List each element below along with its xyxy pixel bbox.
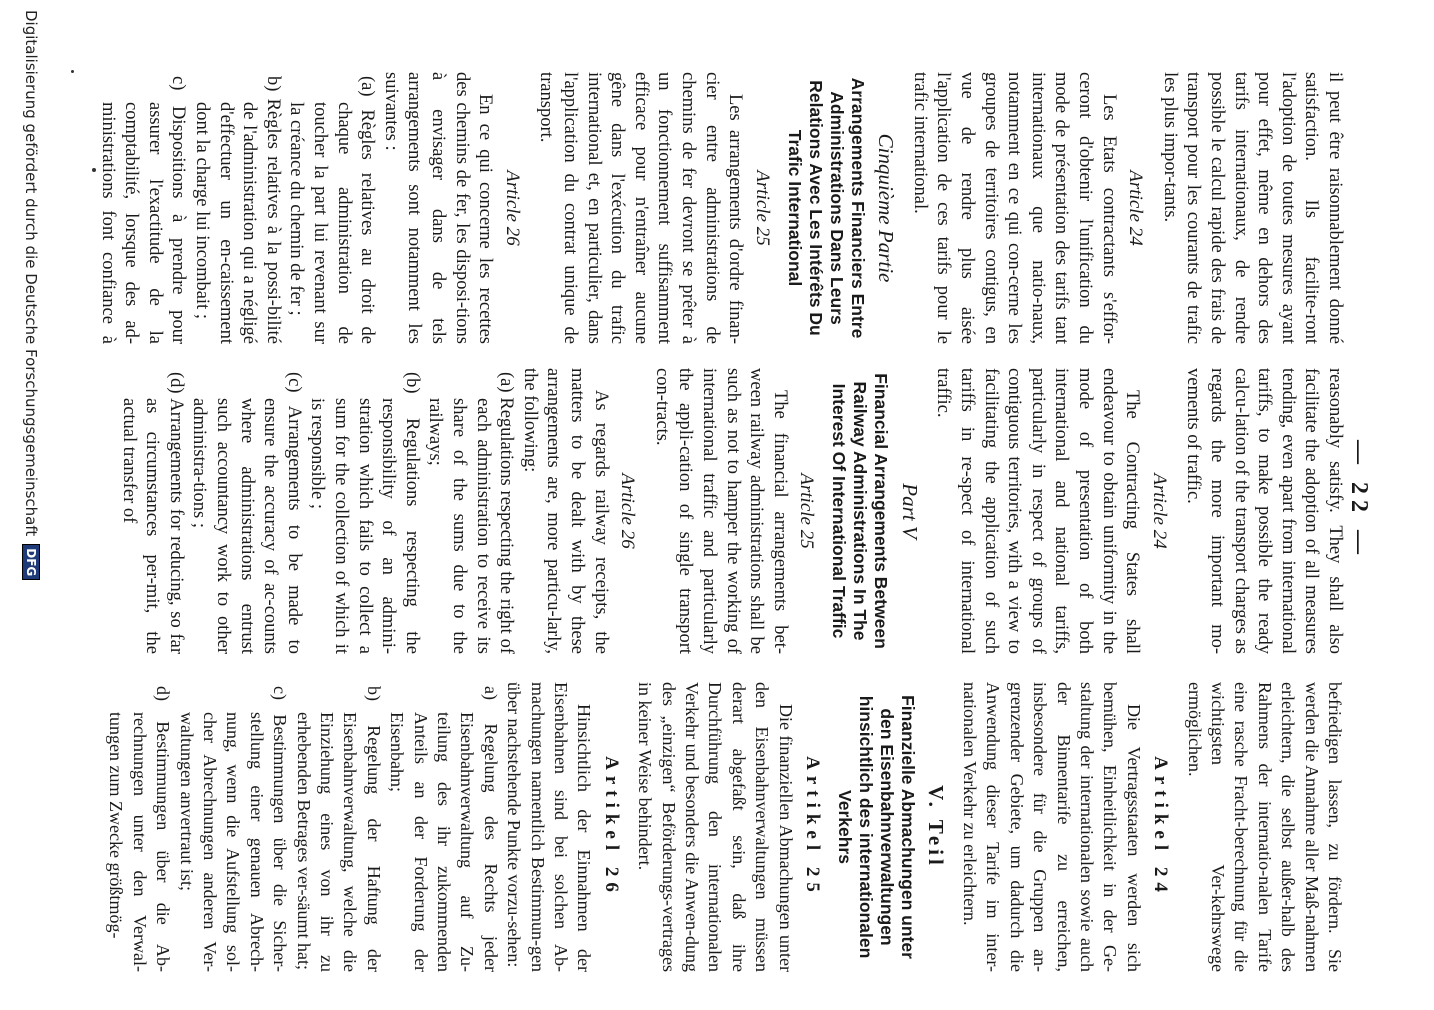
scan-speck <box>71 70 74 73</box>
english-item-b: (b) Regulations respecting the responsibility of an admini-stration which fails to collect a sum for the collection of which it is responsible ; <box>307 372 422 654</box>
english-part-title: Part V <box>897 483 922 539</box>
german-item-c: c) Bestimmungen über die Sicher-stellung einer genauen Abrech-nung, wenn die Aufstellung sol-cher Abrechnungen anderen Ver-waltungen anvertraut ist; <box>176 686 291 972</box>
english-article-26-title: Article 26 <box>617 473 639 549</box>
french-item-c: c) Dispositions à prendre pour assurer l'exactitude de la comptabilité, lorsque des ad-ministrations font confiance à <box>97 76 189 344</box>
english-item-c: (c) Arrangements to be made to ensure the accuracy of ac-counts where administrations entrust such accountancy work to other administra-tions ; <box>189 372 304 654</box>
english-item-a: (a) Regulations respecting the right of each administration to receive its share of the sums due to the railways; <box>425 372 517 654</box>
french-article-25-title: Article 25 <box>751 170 773 246</box>
french-article-26-title: Article 26 <box>501 170 523 246</box>
scan-speck <box>92 168 96 172</box>
german-column <box>96 682 1346 972</box>
english-column <box>96 368 1346 654</box>
french-article-24-text: Les Etats contractants s'effor-ceront d'obtenir l'unification du mode de présentation des tarifs tant internationaux que natio-naux, notamment en ce qui con-cerne les groupes de territoires contigus, en vue de rendre plus aisée l'application de ces tarifs pour le trafic international. <box>909 72 1119 344</box>
german-article-24-title: Artikel 24 <box>1150 756 1172 898</box>
french-item-a: (a) Règles relatives au droit de chaque administration de toucher la part lui revenant sur la créance du chemin de fer ; <box>286 76 378 344</box>
french-item-b: b) Règles relatives à la possi-bilité de l'administration qui a négligé d'effectuer un en-caissement dont la charge lui incombait ; <box>192 76 283 344</box>
french-article-24-title: Article 24 <box>1125 170 1147 246</box>
german-article-24-text: Die Vertragsstaaten werden sich bemühen, Einheitlichkeit in der Ge-staltung der internationalen sowie auch der Binnentarife zu erreichen, insbesondere für die Gruppen an-grenzender Gebiete, um dadurch die Anwendung dieser Tarife im inter-nationalen Verkehr zu erleichtern. <box>959 682 1144 972</box>
english-intro: reasonably satisfy. They shall also facilitate the adoption of all measures tending, even apart from international tariffs, to make possible the ready calcu-lation of the transport charges as regards the more important mo-vements of traffic. <box>1183 368 1345 654</box>
page-number: — 22 — <box>1346 440 1372 560</box>
english-article-24-text: The Contracting States shall endeavour to obtain uniformity in the mode of presentation of both international and national tariffs, particularly in respect of groups of contiguous territories, with a view to facilitating the application of such tariffs in re-spect of international traffic. <box>933 368 1143 654</box>
german-part-title: V. Teil <box>924 785 949 869</box>
english-article-25-title: Article 25 <box>796 473 818 549</box>
dfg-logo: DFG <box>22 544 40 580</box>
french-part-heading: Arrangements Financiers Entre Administrations Dans Leurs Relations Avec Les Intérêts Du Trafic International <box>784 77 868 339</box>
german-article-25-text: Die finanziellen Abmachungen unter den Eisenbahnverwaltungen müssen derart abgefaßt sein, daß ihre Durchführung den internationalen Verkehr und besonders die Anwen-dung des „einzigen“ Beförderungs-vertrages in keiner Weise behindert. <box>635 682 796 972</box>
german-item-a: a) Regelung des Rechts jeder Eisenbahnverwaltung auf Zu-teilung des ihr zukommenden Anteils an der Forderung der Eisenbahn; <box>387 686 501 972</box>
digitization-footer <box>16 0 46 1010</box>
german-article-26-text: Hinsichtlich der Einnahmen der Eisenbahnen sind bei solchen Ab-machungen namentlich Bestimmun-gen über nachstehende Punkte vorzu-sehen: <box>504 682 595 972</box>
english-article-26-text: As regards railway receipts, the matters to be dealt with by these arrangements are, more particu-larly, the following: <box>519 368 611 654</box>
english-article-25-text: The financial arrangements bet-ween railway administrations shall be such as not to hamper the working of international traffic and particularly the appli-cation of single transport con-tracts. <box>651 368 790 654</box>
german-article-26-title: Artikel 26 <box>600 756 622 898</box>
german-intro: befriedigen lassen, zu fördern. Sie werden die Annahme aller Maß-nahmen erleichtern, die selbst außer-halb des Rahmens der internatio-nalen Tarife eine rasche Fracht-berechnung für die wichtigsten Ver-kehrswege ermöglichen. <box>1184 682 1345 972</box>
english-article-24-title: Article 24 <box>1148 473 1170 549</box>
german-part-heading: Finanzielle Abmachungen unter den Eisenbahnverwaltungen hinsichtlich des internationalen Verkehrs <box>835 695 919 959</box>
french-article-25-text: Les arrangements d'ordre finan-cier entre administrations de chemins de fer devront se prêter à un fonctionnement suffisamment efficace pour n'entraîner aucune gêne dans l'exécution du trafic international et, en particulier, dans l'application du contrat unique de transport. <box>536 72 746 344</box>
french-part-title: Cinquième Partie <box>874 133 899 283</box>
digitization-text: Digitalisierung gefördert durch die Deutsche Forschungsgemeinschaft <box>22 10 40 537</box>
german-item-d: d) Bestimmungen über die Ab-rechnungen unter den Verwal-tungen zum Zwecke größtmög- <box>106 686 174 972</box>
french-intro: il peut être raisonnablement donné satisfaction. Ils facilite-ront l'adoption de toutes mesures ayant pour effet, même en dehors des tarifs internationaux, de rendre possible le calcul rapide des frais de transport pour les courants de trafic les plus impor-tants. <box>1159 72 1345 344</box>
french-column <box>96 72 1346 344</box>
english-part-heading: Financial Arrangements Between Railway Administrations In The Interest Of International Traffic <box>829 373 892 649</box>
german-item-b: b) Regelung der Haftung der Eisenbahnverwaltung, welche die Einziehung eines von ihr zu erhebenden Betrages ver-säumt hat; <box>293 686 384 972</box>
french-article-26-text: En ce qui concerne les recettes des chemins de fer, les disposi-tions à envisager dans de tels arrangements sont notamment les suivantes : <box>380 72 496 344</box>
german-article-25-title: Artikel 25 <box>802 756 824 898</box>
english-item-d: (d) Arrangements for reducing, so far as circumstances per-mit, the actual transfer of <box>118 372 186 654</box>
